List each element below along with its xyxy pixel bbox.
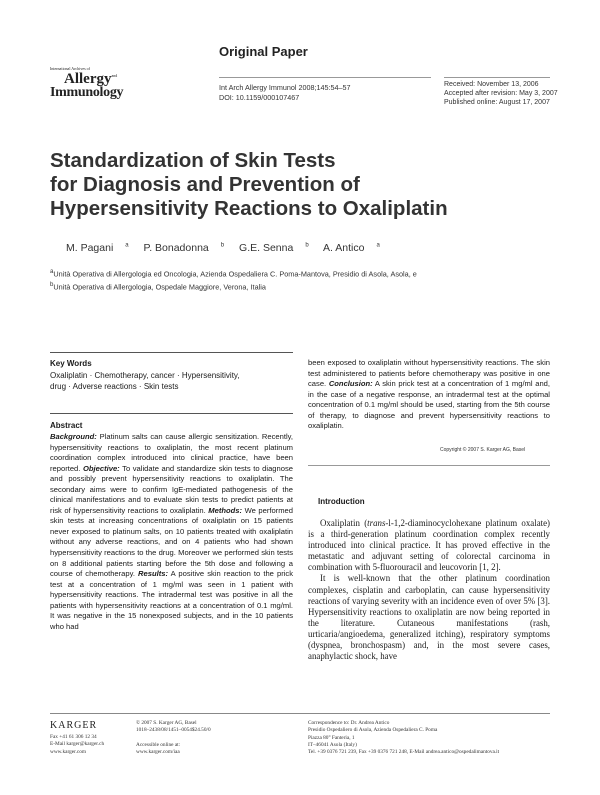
abstract-end-rule [308,465,550,466]
abstract-text: Background: Platinum salts can cause allergic sensitization. Recently, hypersensitivity reactions to oxaliplatin, the most recent platinum coordination complex introduced into clinical practice, have been reported. Objective: To validate and standardize skin tests to diagnose and possibly prevent hypersensitivity reactions to oxaliplatin. The secondary aims were to confirm IgE-mediated pathogenesis of the clinical manifestations and to evaluate skin tests to predict patients at risk of hypersensitivity reactions to oxaliplatin. Methods: We performed skin tests at increasing concentrations of oxaliplatin on 15 patients never exposed to platinum salts, on 10 patients treated with oxaliplatin without any adverse reactions, and on 4 patients who had shown hypersensitivity reactions to the drug. Moreover we performed skin tests on 8 additional patients starting before the 5th dose and following a course of chemotherapy. Results: A positive skin reaction to the prick test at a concentration of 1 mg/ml was seen in 1 patient with hypersensitivity reactions. The intradermal test was positive in all the patients with hypersensitivity reactions at a concentration of 0.1 mg/ml. It was negative in the 15 nonexposed subjects, and in the 10 patients who had [50,432,294,631]
logo-line1: International Archives of [50,66,90,71]
publisher-logo: KARGER [50,720,98,731]
online-url: www.karger.com/iaa [136,749,180,756]
online-label: Accessible online at: [136,741,181,748]
copyright-notice: Copyright © 2007 S. Karger AG, Basel [440,447,526,453]
abstract-rule [50,413,293,414]
keywords-heading: Key Words [50,359,92,368]
article-title [50,149,530,221]
paragraph: It is well-known that the other platinum coordination complexes, cisplatin and carboplatin, can cause hypersensitivity reactions of varying severity with an incidence even of over 5% [3]. Hypersensitivity reactions to oxaliplatin are now being reported in the literature. Cutaneous manifestations (rash, urticaria/angioedema, generalized itching), respiratory symptoms (dyspnea, bronchospasm) and, in the most severe cases, anaphylactic shock, have [308,573,550,662]
email-line: E-Mail karger@karger.ch [50,741,105,748]
author: P. Bonadonna $^b$ [143,242,225,254]
keywords-rule [50,352,293,353]
citation-line: Int Arch Allergy Immunol 2008;145:54–57 [219,83,351,92]
author-list [66,242,392,254]
correspondence-line: Correspondence to: Dr. Andrea Antico [308,720,390,726]
affiliation: $^b$Unità Operativa di Allergologia, Ospedale Maggiore, Verona, Italia [50,281,266,292]
author: A. Antico $^a$ [323,242,380,254]
keywords-line: drug · Adverse reactions · Skin tests [50,382,179,391]
keywords-line: Oxaliplatin · Chemotherapy, cancer · Hypersensitivity, [50,371,240,380]
journal-logo [50,66,124,100]
affiliations [50,266,417,293]
introduction-text [308,518,550,662]
header-rule-left [219,77,431,78]
correspondence-line: Presidio Ospedaliero di Asola, Azienda Ospedaliera C. Poma [308,727,438,734]
publication-info [136,720,211,756]
introduction-heading: Introduction [318,497,365,506]
logo-line3: Immunology [50,85,124,100]
journal-reference [219,83,350,103]
article-dates [444,80,558,107]
spacer [136,735,211,742]
published-date: Published online: August 17, 2007 [444,99,550,106]
keywords-list [50,370,290,392]
author: G.E. Senna $^b$ [239,242,309,254]
correspondence-line: Piazza 80° Fanteria, 1 [308,734,355,741]
affiliation: $^a$Unità Operativa di Allergologia ed Oncologia, Azienda Ospedaliera C. Poma-Mantova, Presidio di Asola, Asola, e [50,268,417,279]
website-line: www.karger.com [50,748,87,755]
title-line: Standardization of Skin Tests [50,149,336,172]
author: M. Pagani $^a$ [66,242,129,254]
fax-line: Fax +41 61 306 12 34 [50,734,97,740]
logo-line2: Allergy$^{and}$ [64,71,118,87]
received-date: Received: November 13, 2006 [444,81,539,88]
abstract-continued: been exposed to oxaliplatin without hypersensitivity reactions. The skin test administered to patients before chemotherapy was positive in one case. Conclusion: A skin prick test at a concentration of 1 mg/ml and, in the case of a negative response, an intradermal test at the optimal concentration of 0.1 mg/ml should be used, starting from the 5th course of therapy, to diagnose and prevent hypersensitivity reactions to oxaliplatin. [308,358,550,431]
abstract-heading: Abstract [50,421,83,430]
correspondence-line: IT–46041 Asola (Italy) [308,741,357,748]
section-label: Original Paper [219,44,308,59]
correspondence-line: Tel. +39 0376 721 239, Fax +39 0376 721 248, E-Mail andrea.antico@ospedalimantova.it [308,749,500,756]
correspondence [308,720,499,756]
title-line: Hypersensitivity Reactions to Oxaliplatin [50,197,448,220]
header-rule-right [444,77,550,78]
accepted-date: Accepted after revision: May 3, 2007 [444,90,558,97]
doi-line: DOI: 10.1159/000107467 [219,93,300,102]
paragraph: Oxaliplatin (trans-l-1,2-diaminocyclohexane platinum oxalate) is a third-generation platinum coordination complex recently introduced into clinical practice. It has proved effective in the metastatic and adjuvant setting of colorectal carcinoma in combination with 5-fluorouracil and leucovorin [1, 2]. [308,518,550,573]
issn-line: 1018–2438/08/1451–0054$24.50/0 [136,727,211,734]
footer-rule [50,713,550,714]
title-line: for Diagnosis and Prevention of [50,173,360,196]
publisher-contact [50,734,104,756]
copyright-line: © 2007 S. Karger AG, Basel [136,720,197,726]
